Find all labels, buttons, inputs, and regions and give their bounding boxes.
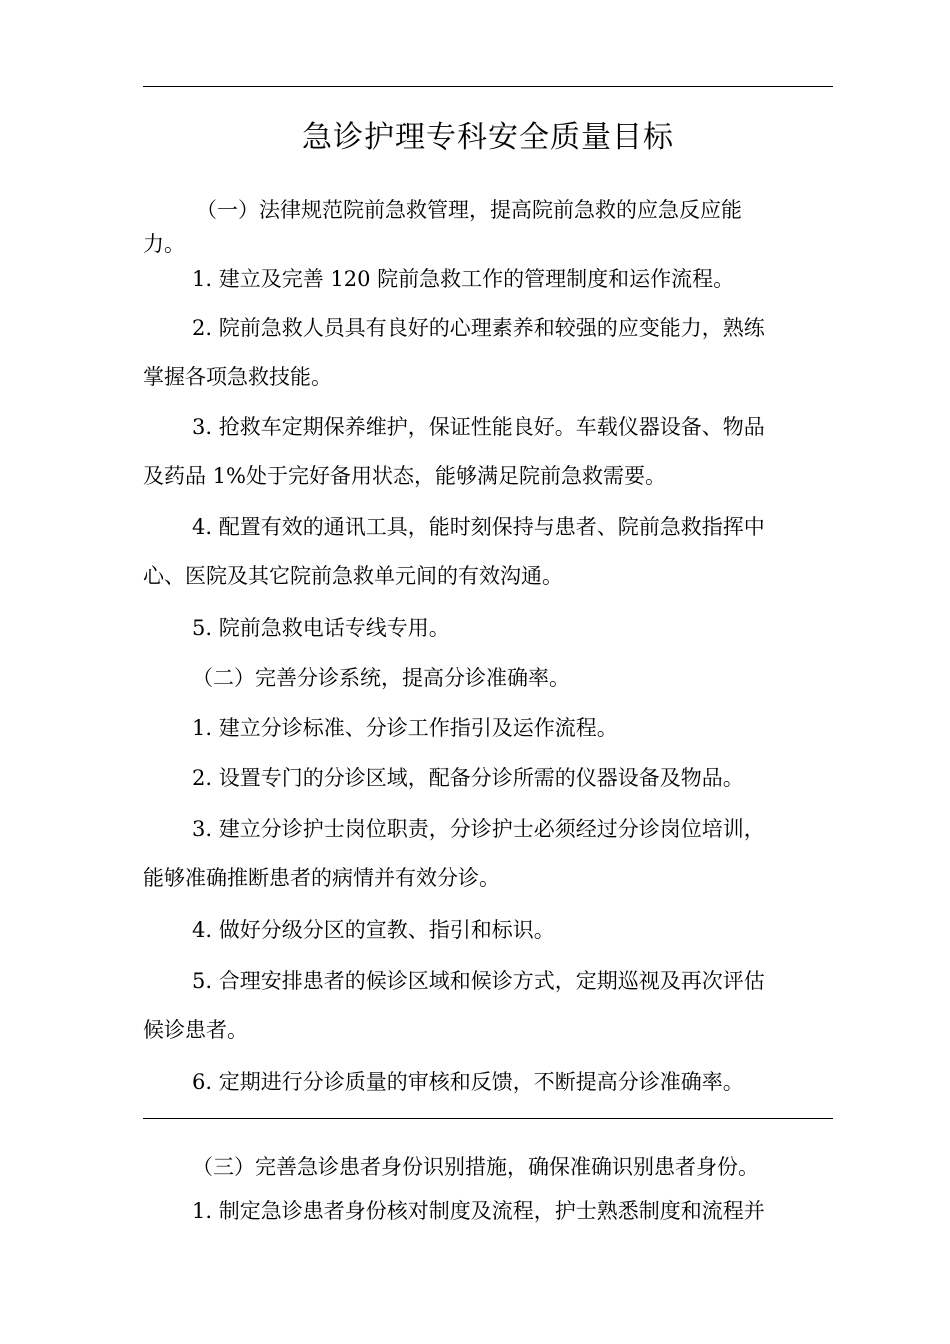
section1-item5: 5. 院前急救电话专线专用。	[192, 616, 450, 640]
section2-item1: 1. 建立分诊标准、分诊工作指引及运作流程。	[192, 716, 618, 740]
section3-item1: 1. 制定急诊患者身份核对制度及流程，护士熟悉制度和流程并	[192, 1199, 765, 1223]
page-title: 急诊护理专科安全质量目标	[302, 120, 674, 155]
section3-heading: （三）完善急诊患者身份识别措施，确保准确识别患者身份。	[192, 1155, 759, 1179]
section2-item4: 4. 做好分级分区的宣教、指引和标识。	[192, 918, 555, 942]
section1-item3: 3. 抢救车定期保养维护，保证性能良好。车载仪器设备、物品 及药品 1%处于完好备用状态，能够满足院前急救需要。	[143, 415, 765, 488]
section1-item1: 1. 建立及完善 120 院前急救工作的管理制度和运作流程。	[192, 267, 735, 291]
section1-heading	[143, 193, 843, 261]
section1-heading-line1: （一）法律规范院前急救管理，提高院前急救的应急反应能	[196, 198, 742, 222]
page-break-rule	[143, 1118, 833, 1119]
section2-item3: 3. 建立分诊护士岗位职责，分诊护士必须经过分诊岗位培训， 能够准确推断患者的病情并有效分诊。	[143, 817, 765, 890]
section1-item4: 4. 配置有效的通讯工具，能时刻保持与患者、院前急救指挥中 心、医院及其它院前急救单元间的有效沟通。	[143, 515, 765, 588]
section2-item6: 6. 定期进行分诊质量的审核和反馈，不断提高分诊准确率。	[192, 1070, 744, 1094]
top-rule	[143, 86, 833, 87]
section1-heading-line2: 力。	[143, 232, 185, 256]
section2-heading: （二）完善分诊系统，提高分诊准确率。	[192, 666, 570, 690]
section1-item2: 2. 院前急救人员具有良好的心理素养和较强的应变能力，熟练 掌握各项急救技能。	[143, 316, 765, 389]
section2-item5: 5. 合理安排患者的候诊区域和候诊方式，定期巡视及再次评估 候诊患者。	[143, 969, 765, 1042]
section2-item2: 2. 设置专门的分诊区域，配备分诊所需的仪器设备及物品。	[192, 766, 744, 790]
